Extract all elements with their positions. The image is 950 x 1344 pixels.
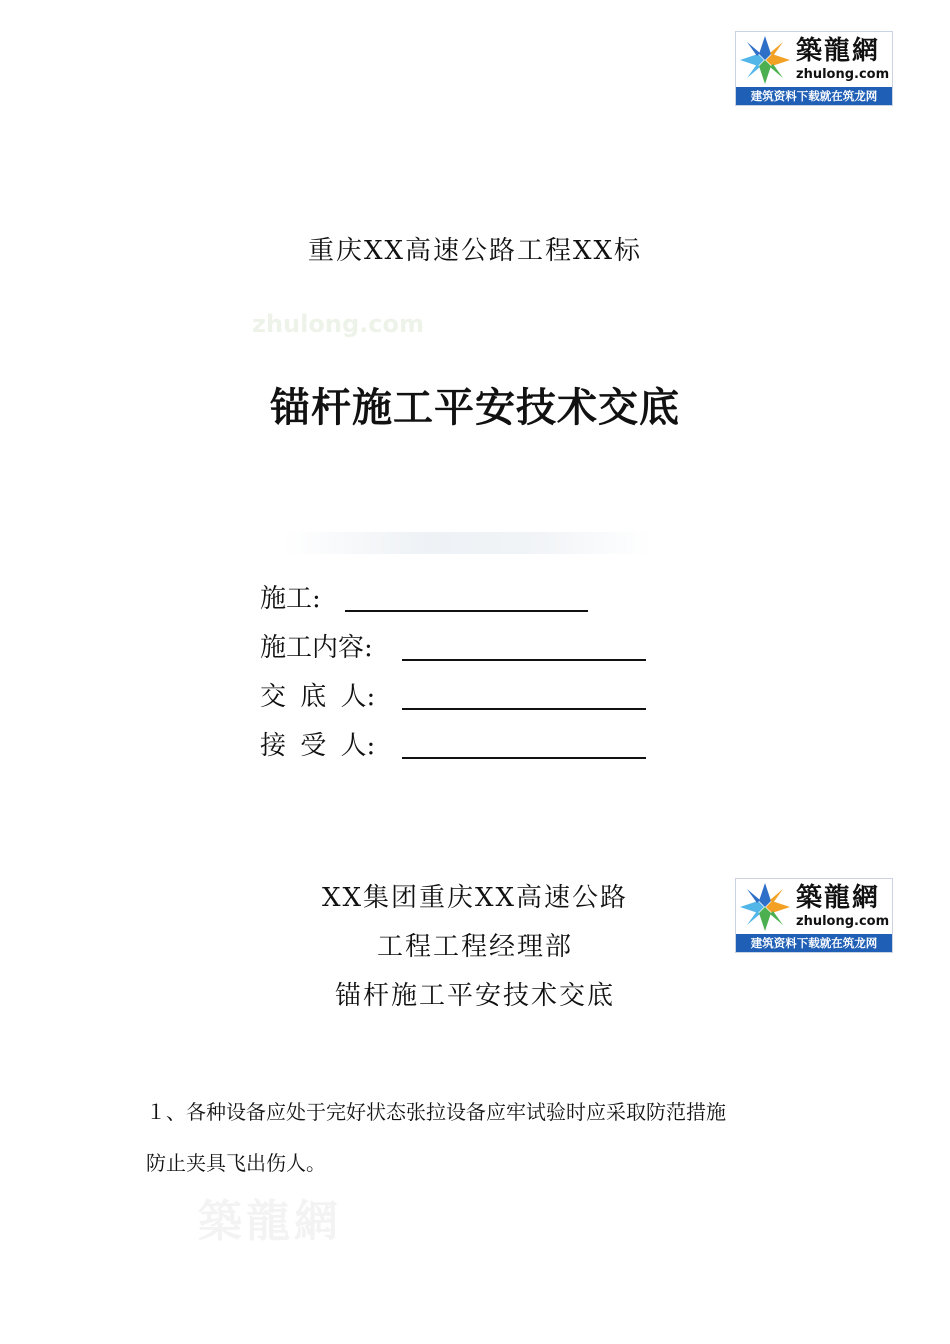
project-name: 重庆XX高速公路工程XX标 — [307, 236, 643, 266]
org-line-2: 工程工程经理部 — [376, 932, 573, 962]
field-label: 交 底 人: — [260, 682, 376, 712]
logo-brand-en: zhulong.com — [796, 914, 890, 929]
field-underline — [345, 610, 588, 612]
field-label: 施工: — [260, 584, 321, 614]
watermark-strip — [282, 532, 652, 554]
field-discloser — [260, 680, 650, 714]
body-item-1-line-1: １、各种设备应处于完好状态张拉设备应牢试验时应采取防范措施 — [146, 1100, 726, 1124]
field-content — [260, 631, 650, 665]
body-item-1-line-2: 防止夹具飞出伤人。 — [146, 1151, 326, 1175]
field-underline — [402, 659, 646, 661]
field-underline — [402, 708, 646, 710]
logo-tagline: 建筑资料下载就在筑龙网 — [736, 87, 892, 105]
field-underline — [402, 757, 646, 759]
zhulong-logo-top — [735, 31, 893, 106]
field-construction — [260, 582, 600, 616]
star-logo-icon — [738, 34, 792, 86]
org-line-1: XX集团重庆XX高速公路 — [321, 883, 629, 913]
logo-brand-en: zhulong.com — [796, 67, 890, 82]
field-label: 施工内容: — [260, 633, 373, 663]
logo-tagline: 建筑资料下载就在筑龙网 — [736, 934, 892, 952]
document-title: 锚杆施工平安技术交底 — [270, 384, 680, 431]
field-label: 接 受 人: — [260, 731, 376, 761]
field-receiver — [260, 729, 650, 763]
logo-brand-cn: 築龍網 — [796, 883, 881, 913]
org-line-3: 锚杆施工平安技术交底 — [334, 981, 615, 1011]
watermark-site: zhulong.com — [252, 310, 424, 338]
logo-brand-cn: 築龍網 — [796, 36, 881, 66]
watermark-brand: 築龍網 — [198, 1196, 342, 1247]
